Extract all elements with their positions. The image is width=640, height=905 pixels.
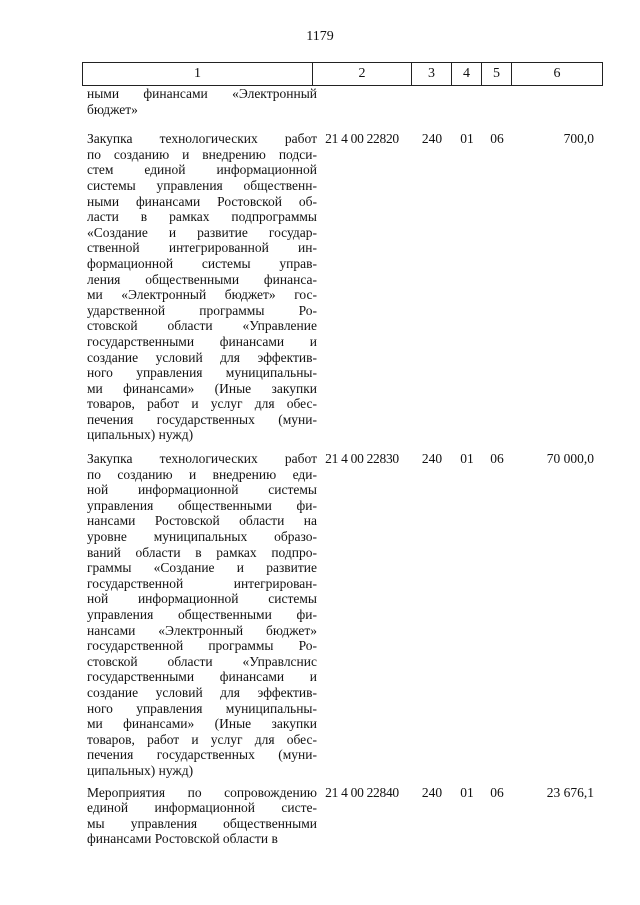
description-line: нансами Ростовской области на [87, 513, 317, 529]
description-line: уровне муниципальных образо- [87, 529, 317, 545]
description-line: «Создание и развитие государ- [87, 224, 317, 240]
column-header-5: 5 [482, 63, 512, 86]
description-line: государственными финансами и [87, 333, 317, 349]
row-expense-type: 240 [421, 784, 443, 800]
table-row [82, 451, 602, 778]
description-line: стем единой информационной [87, 162, 317, 178]
description-line: финансами Ростовской области в [87, 831, 278, 847]
column-header-1: 1 [83, 63, 313, 86]
row-target-code: 21 4 00 22830 [325, 451, 399, 467]
description-line: единой информационной систе- [87, 800, 317, 816]
description-line: ми «Электронный бюджет» гос- [87, 287, 317, 303]
row-description [87, 86, 317, 117]
description-line: товаров, работ и услуг для обес- [87, 396, 317, 412]
description-line: стовской области «Управлснис [87, 653, 317, 669]
table-row [82, 785, 602, 847]
page-number: 1179 [306, 29, 334, 44]
row-subsection: 06 [490, 784, 504, 800]
table-row [82, 86, 602, 117]
column-header-table [82, 62, 603, 86]
description-line: Закупка технологических работ [87, 131, 317, 147]
row-section: 01 [460, 131, 474, 147]
description-line: управления общественными фи- [87, 497, 317, 513]
description-line: ного управления муниципальны- [87, 700, 317, 716]
description-line: печения государственных (муни- [87, 411, 317, 427]
description-line: печения государственных (муни- [87, 747, 317, 763]
description-line: ударственной программы Ро- [87, 302, 317, 318]
description-line: ной информационной системы [87, 482, 317, 498]
description-line: ными финансами Ростовской об- [87, 193, 317, 209]
description-line: ципальных) нужд) [87, 427, 194, 443]
row-description [87, 451, 317, 778]
description-line: по созданию и внедрению подси- [87, 146, 317, 162]
description-line: государственной интегрирован- [87, 575, 317, 591]
description-line: нансами «Электронный бюджет» [87, 622, 317, 638]
row-subsection: 06 [490, 131, 504, 147]
description-line: ми финансами» (Иные закупки [87, 716, 317, 732]
description-line: стовской области «Управление [87, 318, 317, 334]
row-description [87, 131, 317, 443]
table-row [82, 131, 602, 443]
description-line: ной информационной системы [87, 591, 317, 607]
table-body [82, 86, 602, 847]
row-subsection: 06 [490, 451, 504, 467]
description-line: по созданию и внедрению еди- [87, 466, 317, 482]
row-expense-type: 240 [421, 451, 443, 467]
description-line: ципальных) нужд) [87, 762, 194, 778]
description-line: товаров, работ и услуг для обес- [87, 731, 317, 747]
description-line: мы управления общественными [87, 815, 317, 831]
row-amount: 23 676,1 [546, 784, 594, 800]
description-line: государственными финансами и [87, 669, 317, 685]
description-line: ственной интегрированной ин- [87, 240, 317, 256]
row-description [87, 785, 317, 847]
description-line: создание условий для эффектив- [87, 684, 317, 700]
description-line: ления общественными финанса- [87, 271, 317, 287]
row-section: 01 [460, 784, 474, 800]
row-amount: 70 000,0 [546, 451, 594, 467]
description-line: ваний области в рамках подпро- [87, 544, 317, 560]
row-target-code: 21 4 00 22820 [325, 131, 399, 147]
description-line: управления общественными фи- [87, 607, 317, 622]
column-header-3: 3 [412, 63, 452, 86]
column-header-row [83, 63, 603, 86]
row-expense-type: 240 [421, 131, 443, 147]
column-header-4: 4 [452, 63, 482, 86]
description-line: ласти в рамках подпрограммы [87, 209, 317, 225]
description-line: формационной системы управ- [87, 255, 317, 271]
description-line: Закупка технологических работ [87, 451, 317, 467]
column-header-2: 2 [313, 63, 412, 86]
description-line: граммы «Создание и развитие [87, 560, 317, 576]
row-target-code: 21 4 00 22840 [325, 784, 399, 800]
column-header-6: 6 [512, 63, 603, 86]
row-amount: 700,0 [563, 131, 594, 147]
description-line: бюджет» [87, 101, 138, 117]
description-line: ми финансами» (Иные закупки [87, 380, 317, 396]
description-line: ного управления муниципальны- [87, 365, 317, 381]
description-line: создание условий для эффектив- [87, 349, 317, 365]
row-section: 01 [460, 451, 474, 467]
description-line: Мероприятия по сопровождению [87, 784, 317, 800]
description-line: системы управления общественн- [87, 177, 317, 193]
description-line: ными финансами «Электронный [87, 86, 317, 101]
description-line: государственной программы Ро- [87, 638, 317, 654]
